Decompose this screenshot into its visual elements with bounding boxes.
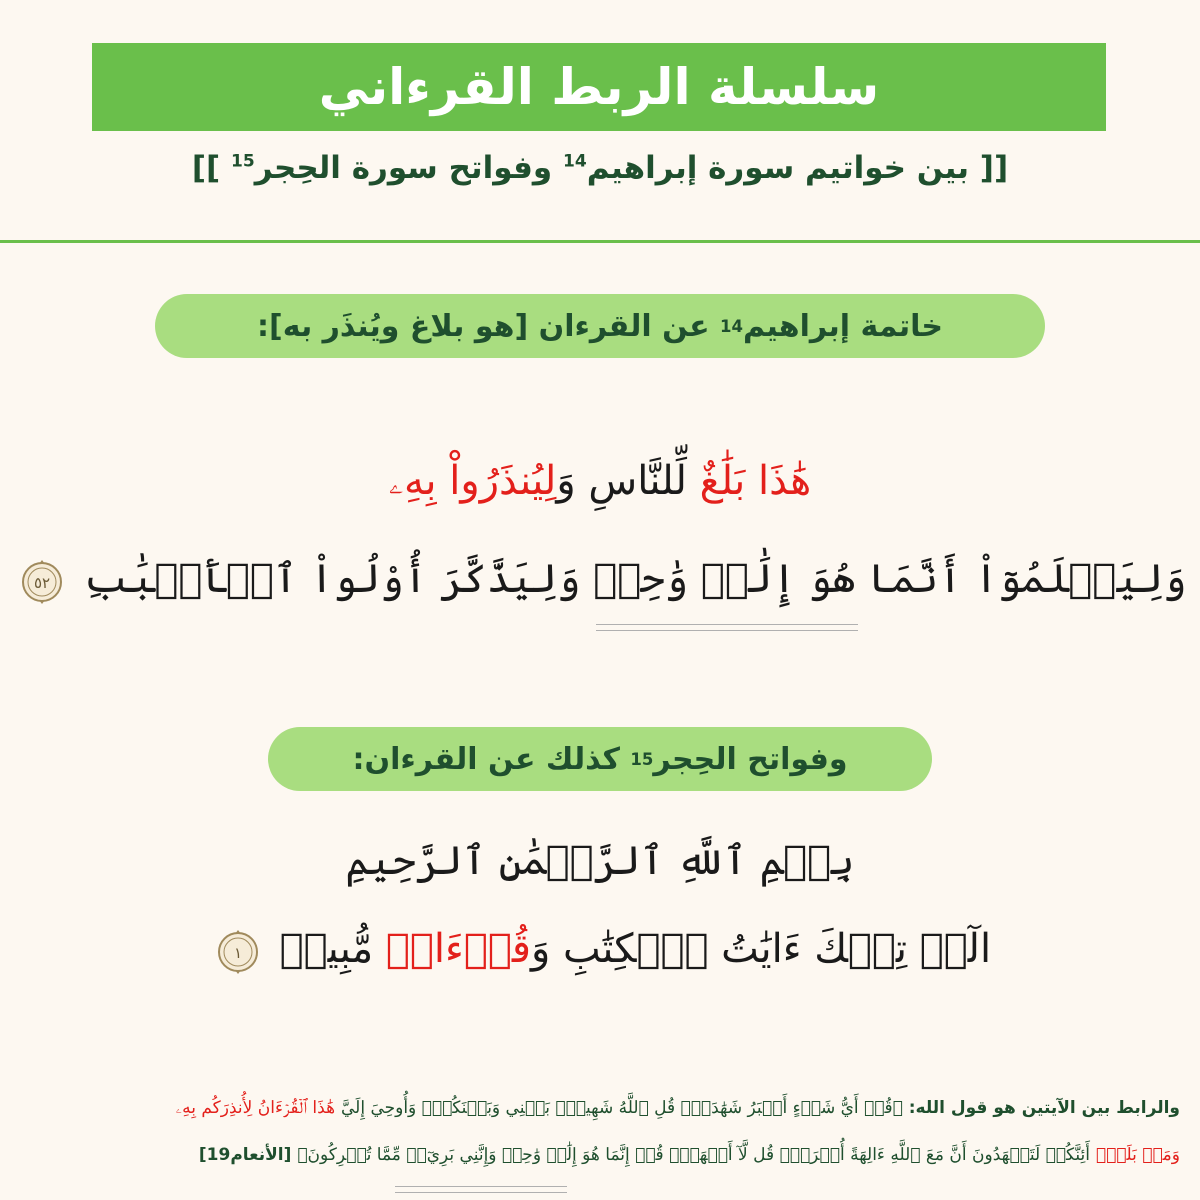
verse-underline-decoration <box>596 624 858 631</box>
verse-text-line-2: وَلِيَعۡلَمُوٓاْ أَنَّمَا هُوَ إِلَٰهٞ وَٰحِدٞ وَلِيَذَّكَّرَ أُوْلُواْ ٱلۡأَلۡبَٰبِ <box>84 556 1187 602</box>
basmala-text: بِسۡمِ ٱللَّهِ ٱلرَّحۡمَٰنِ ٱلرَّحِيمِ <box>345 838 855 884</box>
verse-highlight-balagh: هَٰذَا بَلَٰغٌ <box>699 458 812 504</box>
section2-heading-pre: وفواتح الحِجر <box>653 741 848 777</box>
footer-quote-part-1: ﴿قُلۡ أَيُّ شَيۡءٍ أَكۡبَرُ شَهَٰدَةٗۖ قُلِ ٱللَّهُ شَهِيدُۢ بَيۡنِي وَبَيۡنَكُمۡۚ وَأُوحِيَ إِلَيَّ <box>340 1098 903 1118</box>
verse-highlight-yundharu: لِيُنذَرُواْ بِهِۦ <box>388 458 557 504</box>
page-title: سلسلة الربط القرءاني <box>318 58 880 116</box>
footer-highlight-balagha: وَمَنۢ بَلَغَۚ <box>1095 1145 1180 1165</box>
verse-hijr-end: مُّبِينٖ <box>279 926 374 972</box>
basmala <box>0 838 1200 884</box>
subtitle-surah-number-2: 15 <box>231 151 255 172</box>
footer-reference: [الأنعام19] <box>198 1145 292 1165</box>
verse-ibrahim-line-2 <box>0 556 1200 605</box>
footer-line-2 <box>20 1145 1180 1165</box>
section1-heading-post: عن القرءان [هو بلاغ ويُنذَر به]: <box>257 308 710 344</box>
header-divider <box>0 240 1200 243</box>
subtitle-middle: وفواتح سورة الحِجر <box>254 150 553 186</box>
verse-text-linnas: لِّلنَّاسِ وَ <box>556 458 687 504</box>
section1-heading-number: 14 <box>720 316 743 336</box>
ayah-end-icon <box>19 559 65 605</box>
ayah-end-icon <box>215 929 261 975</box>
section1-heading-pre: خاتمة إبراهيم <box>743 308 943 344</box>
subtitle-surah-number-1: 14 <box>563 151 587 172</box>
section2-heading-post: كذلك عن القرءان: <box>352 741 620 777</box>
subtitle-close-bracket: ]] <box>191 150 221 186</box>
subtitle-text: بين خواتيم سورة إبراهيم <box>586 150 969 186</box>
page-subtitle <box>0 150 1200 186</box>
footer-line-1 <box>20 1098 1180 1118</box>
footer-quote-part-2: أَئِنَّكُمۡ لَتَشۡهَدُونَ أَنَّ مَعَ ٱللَّهِ ءَالِهَةً أُخۡرَىٰۚ قُل لَّآ أَشۡهَدُۚ قُلۡ إِنَّمَا هُوَ إِلَٰهٞ وَٰحِدٞ وَإِنَّنِي بَرِيٓءٞ مِّمَّا تُشۡرِكُونَ﴾ <box>297 1145 1090 1165</box>
section-heading-ibrahim <box>155 294 1045 358</box>
verse-hijr-text: الٓرۚ تِلۡكَ ءَايَٰتُ ٱلۡكِتَٰبِ وَ <box>530 926 992 972</box>
footer-highlight-quran: هَٰذَا ٱلۡقُرۡءَانُ لِأُنذِرَكُم بِهِۦ <box>175 1098 336 1118</box>
verse-hijr-1 <box>0 926 1200 975</box>
footer-underline-decoration <box>395 1186 567 1193</box>
ayah-number-52: ٥٢ <box>34 574 51 592</box>
footer-intro: والرابط بين الآيتين هو قول الله: <box>908 1098 1180 1118</box>
section2-heading-number: 15 <box>630 749 654 769</box>
verse-ibrahim-line-1 <box>0 458 1200 504</box>
title-banner <box>92 43 1106 131</box>
verse-highlight-quran: قُرۡءَانٖ <box>385 926 531 972</box>
ayah-number-1: ١ <box>233 944 242 962</box>
subtitle-open-bracket: [[ <box>979 150 1009 186</box>
section-heading-hijr <box>268 727 932 791</box>
